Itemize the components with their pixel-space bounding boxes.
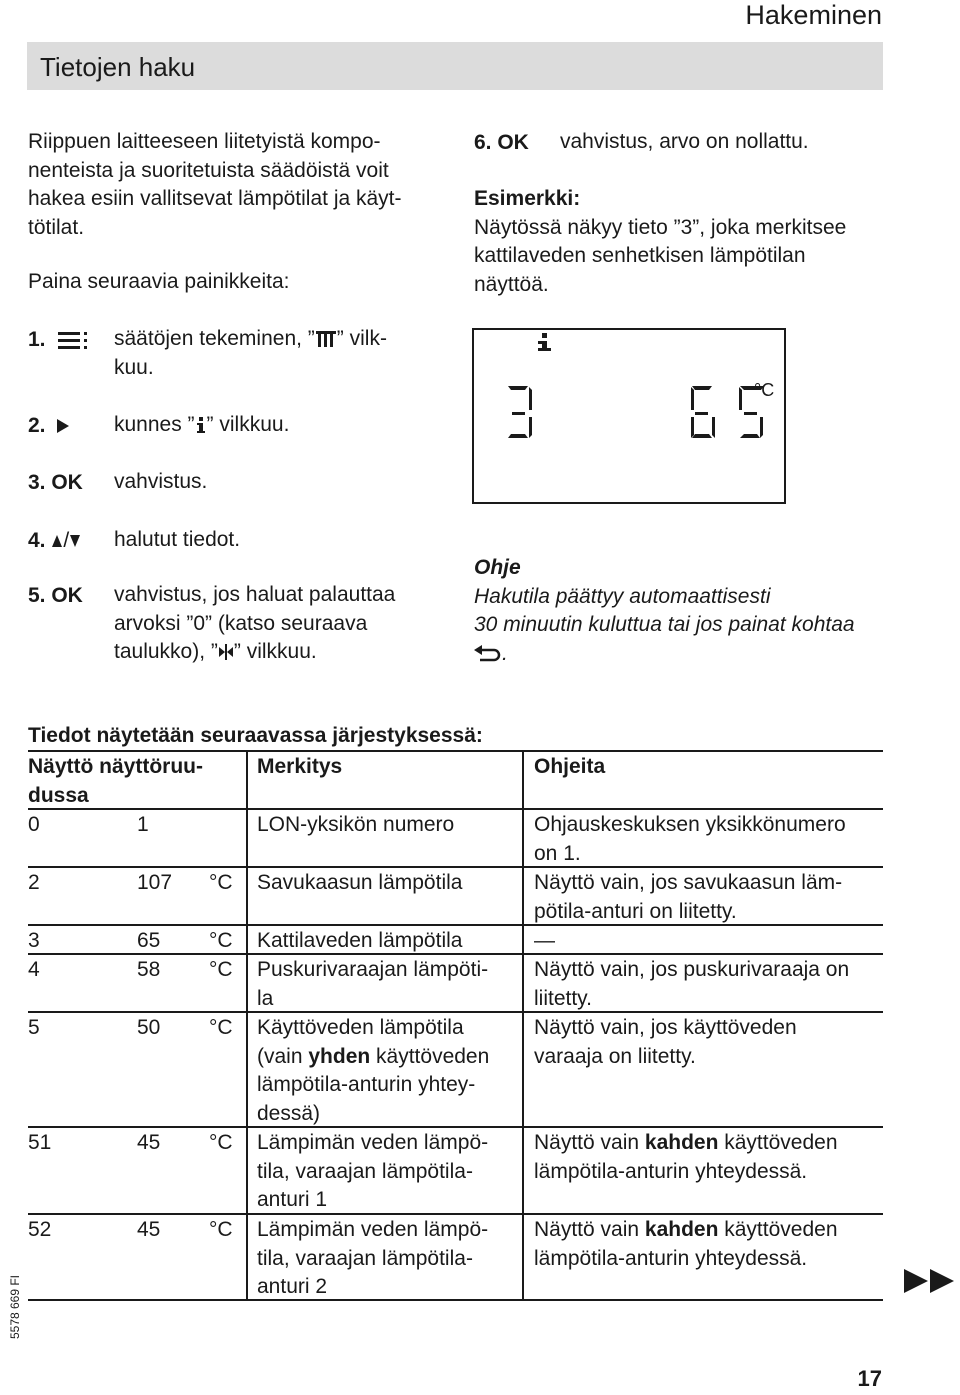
row-notes xyxy=(534,1129,838,1186)
page-number: 17 xyxy=(857,1366,882,1391)
row-meaning-line: Käyttöveden lämpötila xyxy=(257,1016,464,1039)
row-notes-line: lämpötila-anturin yhteydessä. xyxy=(534,1246,808,1270)
header-display-line: Näyttö näyttöruu- xyxy=(28,755,203,778)
step-1-line: ” vilk- xyxy=(336,327,387,350)
step-3-number: 3. OK xyxy=(28,471,83,494)
step-5-line: ” vilkkuu. xyxy=(233,640,317,663)
row-value: 1 xyxy=(137,813,149,836)
row-notes-part: Näyttö vain xyxy=(534,1131,645,1154)
running-head: Hakeminen xyxy=(745,0,882,30)
arrow-separator: / xyxy=(63,529,70,552)
row-meaning-line: tila, varaajan lämpötila- xyxy=(257,1246,473,1270)
row-meaning: LON-yksikön numero xyxy=(257,813,455,836)
row-meaning xyxy=(257,956,488,1013)
example-label: Esimerkki: xyxy=(474,187,581,210)
row-meaning-emphasis: yhden xyxy=(308,1044,371,1068)
step-1-line: kuu. xyxy=(114,355,154,379)
row-unit: °C xyxy=(209,1016,233,1039)
row-meaning-line: dessä) xyxy=(257,1101,321,1125)
row-meaning xyxy=(257,1014,489,1128)
intro-line: Riippuen laitteeseen liitetyistä kompo- xyxy=(28,130,381,153)
row-number: 4 xyxy=(28,958,40,981)
row-notes-emphasis: kahden xyxy=(644,1131,719,1154)
note-line: Hakutila päättyy automaattisesti xyxy=(474,584,771,608)
row-meaning-line: lämpötila-anturin yhtey- xyxy=(257,1073,476,1096)
row-number: 3 xyxy=(28,929,40,952)
step-2-number: 2. xyxy=(28,414,46,437)
intro-line: hakea esiin vallitsevat lämpötilat ja käyt- xyxy=(28,187,402,210)
section-title: Tietojen haku xyxy=(40,52,196,82)
row-meaning-line: la xyxy=(257,986,274,1010)
row-notes xyxy=(534,811,846,868)
step-3-text: vahvistus. xyxy=(114,470,208,493)
row-number: 5 xyxy=(28,1016,40,1039)
row-notes-part: käyttöveden xyxy=(718,1218,838,1241)
row-number: 52 xyxy=(28,1218,52,1241)
row-meaning xyxy=(257,1129,488,1215)
step-5-line: vahvistus, jos haluat palauttaa xyxy=(114,583,396,606)
table-col-divider xyxy=(522,750,524,1301)
step-1-number: 1. xyxy=(28,328,46,351)
row-meaning-line: anturi 2 xyxy=(257,1275,328,1298)
row-number: 0 xyxy=(28,813,40,836)
row-meaning-line: tila, varaajan lämpötila- xyxy=(257,1159,473,1183)
row-unit: °C xyxy=(209,929,233,952)
row-value: 58 xyxy=(137,958,161,981)
row-notes-line: Näyttö vain, jos puskurivaraaja on xyxy=(534,958,850,981)
note-line: 30 minuutin kuluttua tai jos painat kohtaa xyxy=(474,613,855,636)
row-notes-line: Näyttö vain, jos savukaasun läm- xyxy=(534,871,843,894)
header-notes: Ohjeita xyxy=(534,755,606,778)
row-notes-emphasis: kahden xyxy=(644,1218,719,1241)
press-instruction: Paina seuraavia painikkeita: xyxy=(28,270,290,293)
step-2-line: kunnes ” xyxy=(114,413,195,436)
step-4-text: halutut tiedot. xyxy=(114,528,241,551)
row-meaning-part: käyttöveden xyxy=(370,1044,490,1068)
row-notes-line: Näyttö vain, jos käyttöveden xyxy=(534,1016,797,1039)
intro-line: tötilat. xyxy=(28,215,85,239)
table-rule xyxy=(28,750,883,752)
row-notes-part: Näyttö vain xyxy=(534,1218,645,1241)
note-label: Ohje xyxy=(474,556,521,579)
row-unit: °C xyxy=(209,1131,233,1154)
row-notes: — xyxy=(534,929,555,952)
row-unit: °C xyxy=(209,958,233,981)
row-unit: °C xyxy=(209,1218,233,1241)
step-5-number: 5. OK xyxy=(28,584,83,607)
row-notes xyxy=(534,869,842,926)
header-display-line: dussa xyxy=(28,783,89,807)
header-meaning: Merkitys xyxy=(257,755,343,778)
row-notes-line: varaaja on liitetty. xyxy=(534,1044,696,1068)
row-notes-part: käyttöveden xyxy=(718,1131,838,1154)
row-meaning-line: Lämpimän veden lämpö- xyxy=(257,1218,489,1241)
row-value: 65 xyxy=(137,929,161,952)
row-meaning: Savukaasun lämpötila xyxy=(257,871,463,894)
step-5-line: taulukko), ” xyxy=(114,640,218,663)
row-notes-line: Ohjauskeskuksen yksikkönumero xyxy=(534,813,846,836)
row-notes-line: pötila-anturi on liitetty. xyxy=(534,899,737,923)
step-2-line: ” vilkkuu. xyxy=(206,413,290,436)
step-5-line: arvoksi ”0” (katso seuraava xyxy=(114,611,368,635)
row-value: 45 xyxy=(137,1131,161,1154)
continue-arrows-icon xyxy=(904,1268,956,1294)
header-display-row xyxy=(28,753,203,810)
note-line: . xyxy=(502,641,508,665)
row-number: 51 xyxy=(28,1131,52,1154)
step-4-number-text: 4. xyxy=(28,529,46,552)
row-meaning-line: anturi 1 xyxy=(257,1188,328,1211)
row-number: 2 xyxy=(28,871,40,894)
example-line: Näytössä näkyy tieto ”3”, joka merkitsee xyxy=(474,215,847,239)
row-notes-line: lämpötila-anturin yhteydessä. xyxy=(534,1159,808,1183)
row-notes xyxy=(534,1014,797,1071)
row-value: 50 xyxy=(137,1016,161,1039)
row-notes-line: liitetty. xyxy=(534,986,592,1010)
row-meaning xyxy=(257,1216,488,1302)
step-6-number: 6. OK xyxy=(474,131,529,154)
step-1-line: säätöjen tekeminen, ” xyxy=(114,327,315,350)
row-value: 107 xyxy=(137,871,173,894)
row-notes-line: on 1. xyxy=(534,841,581,865)
row-meaning-line: Lämpimän veden lämpö- xyxy=(257,1131,489,1154)
row-meaning-part: (vain xyxy=(257,1044,309,1068)
lcd-unit: °C xyxy=(754,380,775,400)
intro-line: nenteista ja suoritetuista säädöistä voit xyxy=(28,158,389,182)
document-code: 5578 669 FI xyxy=(8,1274,22,1340)
row-notes xyxy=(534,1216,838,1273)
row-meaning: Kattilaveden lämpötila xyxy=(257,929,463,952)
row-value: 45 xyxy=(137,1218,161,1241)
row-unit: °C xyxy=(209,871,233,894)
row-meaning-line: Puskurivaraajan lämpöti- xyxy=(257,958,489,981)
table-caption: Tiedot näytetään seuraavassa järjestyksessä: xyxy=(28,724,483,747)
example-line: kattilaveden senhetkisen lämpötilan xyxy=(474,244,806,267)
table-col-divider xyxy=(246,750,248,1301)
step-6-text: vahvistus, arvo on nollattu. xyxy=(560,130,809,153)
example-line: näyttöä. xyxy=(474,272,549,296)
row-notes xyxy=(534,956,849,1013)
